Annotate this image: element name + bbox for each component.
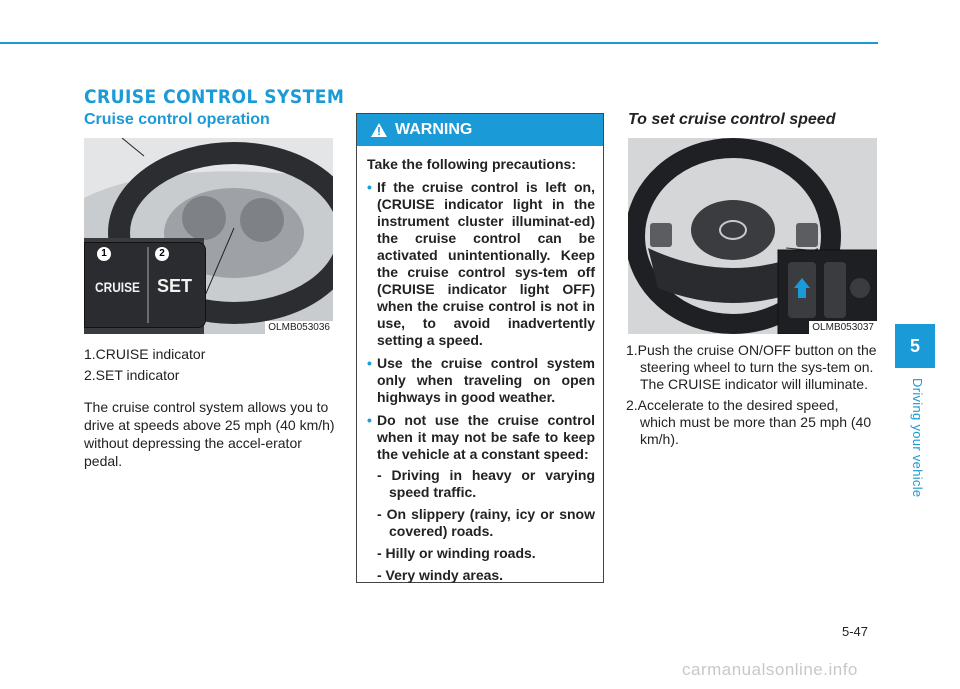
list-item: 2.SET indicator	[84, 367, 180, 383]
list-item: 1.Push the cruise ON/OFF button on the steering wheel to turn the sys-tem on. The CRUISE indicator will illuminate.	[626, 342, 877, 392]
steering-wheel-illustration	[628, 138, 877, 334]
right-heading: To set cruise control speed	[628, 111, 836, 128]
chapter-tab: 5	[895, 324, 935, 368]
page-number: 5-47	[842, 624, 869, 639]
warning-intro: Take the following precautions:	[367, 156, 576, 172]
list-item: - Driving in heavy or varying speed traffic.	[377, 467, 595, 500]
badge-2-icon: 2	[155, 247, 169, 261]
list-item: 2.Accelerate to the desired speed, which must be more than 25 mph (40 km/h).	[626, 397, 872, 447]
button-closeup	[84, 242, 206, 328]
warning-title: WARNING	[395, 121, 473, 138]
steering-wheel-photo	[628, 138, 877, 334]
left-heading: Cruise control operation	[84, 111, 270, 128]
watermark: carmanualsonline.info	[682, 660, 858, 679]
step-list	[626, 342, 878, 448]
image-code: OLMB053036	[265, 321, 333, 334]
bullet-icon: •	[367, 355, 372, 371]
bullet-icon: •	[367, 412, 372, 428]
left-body	[84, 345, 336, 470]
indicator-list	[84, 345, 336, 384]
section-title: CRUISE CONTROL SYSTEM	[84, 86, 345, 108]
image-code: OLMB053037	[809, 321, 877, 334]
list-item: - On slippery (rainy, icy or snow covered) roads.	[377, 506, 595, 539]
closeup-divider	[147, 247, 149, 323]
chapter-title: Driving your vehicle	[910, 378, 925, 498]
condition-list	[367, 467, 595, 584]
list-item: - Very windy areas.	[377, 567, 504, 583]
badge-1-icon: 1	[97, 247, 111, 261]
warning-header	[357, 114, 603, 146]
intro-paragraph: The cruise control system allows you to drive at speeds above 25 mph (40 km/h) without depressing the accel-erator pedal.	[84, 399, 335, 469]
steps	[626, 342, 878, 452]
set-label: SET	[157, 276, 193, 296]
bullet-icon: •	[367, 179, 372, 195]
cruise-label: CRUISE	[95, 279, 140, 295]
list-item: - Hilly or winding roads.	[377, 545, 536, 561]
top-rule	[0, 42, 878, 44]
warning-triangle-icon	[371, 123, 387, 137]
warning-box	[356, 113, 604, 583]
list-item: • Do not use the cruise control when it may not be safe to keep the vehicle at a constant speed: - Driving in heavy or varying speed traffic. - On slippery (rainy, icy or snow covered) roads. - Hilly or winding roads. - Very windy areas.	[367, 412, 595, 583]
list-item: 1.CRUISE indicator	[84, 346, 206, 362]
cruise-indicator-photo	[84, 138, 333, 334]
warning-list	[367, 179, 595, 584]
warning-body	[357, 146, 603, 584]
list-item: • If the cruise control is left on, (CRUISE indicator light in the instrument cluster illuminat-ed) the cruise control can be activated unintentionally. Keep the cruise control sys-tem off (CRUISE indicator light OFF) when the cruise control is not in use, to avoid inadvertently setting a speed.	[367, 179, 595, 348]
list-item: • Use the cruise control system only when traveling on open highways in good weather.	[367, 355, 595, 405]
